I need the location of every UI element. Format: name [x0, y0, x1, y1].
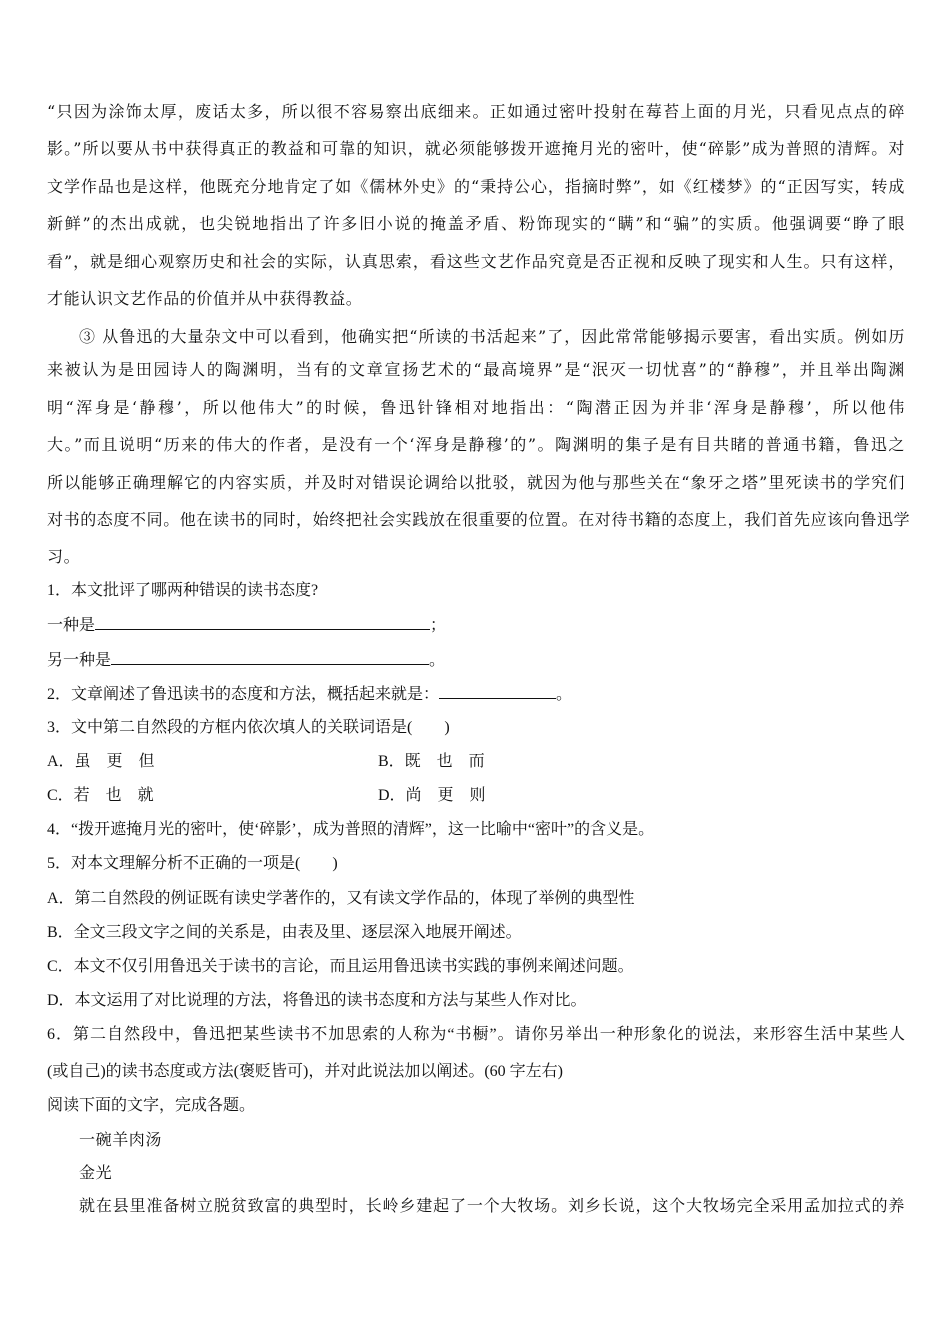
- question-6-continued: (或自己)的读书态度或方法(褒贬皆可)，并对此说法加以阐述。(60 字左右): [47, 1063, 563, 1080]
- question-3: 3．文中第二自然段的方框内依次填人的关联词语是( ): [47, 719, 450, 736]
- question-5: 5．对本文理解分析不正确的一项是( ): [47, 855, 338, 872]
- story-first-line: 就在县里准备树立脱贫致富的典型时，长岭乡建起了一个大牧场。刘乡长说，这个大牧场完全采用孟加拉式的养: [79, 1196, 905, 1215]
- text-line: 看”，就是细心观察历史和社会的实际，认真思索，看这些文艺作品究竟是否正视和反映了现实和人生。只有这样，: [47, 252, 905, 271]
- question-text: 2．文章阐述了鲁迅读书的态度和方法，概括起来就是：: [47, 686, 440, 703]
- question-5-option-a[interactable]: A．第二自然段的例证既有读史学著作的，又有读文学作品的，体现了举例的典型性: [47, 890, 635, 907]
- question-1-answer-b: [47, 650, 445, 671]
- answer-end: 。: [429, 652, 446, 669]
- question-3-option-d[interactable]: D．尚 更 则: [378, 787, 486, 804]
- text-line: ③ 从鲁迅的大量杂文中可以看到，他确实把“所读的书活起来”了，因此常常能够揭示要害，看出实质。例如历: [79, 327, 905, 346]
- text-line: 明“浑身是‘静穆’，所以他伟大”的时候，鲁迅针锋相对地指出：“陶潜正因为并非‘浑身是静穆’，所以他伟: [47, 398, 905, 417]
- text-line: 大。”而且说明“历来的伟大的作者，是没有一个‘浑身是静穆’的”。陶渊明的集子是有目共睹的普通书籍，鲁迅之: [47, 435, 905, 454]
- text-line: 来被认为是田园诗人的陶渊明，当有的文章宣扬艺术的“最高境界”是“泯灭一切忧喜”的“静穆”，并且举出陶渊: [47, 360, 905, 379]
- question-1-answer-a: [47, 615, 446, 636]
- question-3-option-c[interactable]: C．若 也 就: [47, 787, 154, 804]
- text-line: 新鲜”的杰出成就，也尖锐地指出了许多旧小说的掩盖矛盾、粉饰现实的“瞒”和“骗”的实质。他强调要“睁了眼: [47, 214, 905, 233]
- question-5-option-d[interactable]: D．本文运用了对比说理的方法，将鲁迅的读书态度和方法与某些人作对比。: [47, 992, 587, 1009]
- text-line: 文学作品也是这样，他既充分地肯定了如《儒林外史》的“秉持公心，指摘时弊”，如《红楼梦》的“正因写实，转成: [47, 177, 905, 196]
- story-title: 一碗羊肉汤: [79, 1130, 163, 1149]
- text-line: “只因为涂饰太厚，废话太多，所以很不容易察出底细来。正如通过密叶投射在莓苔上面的月光，只看见点点的碎: [47, 102, 905, 121]
- reading-instruction: 阅读下面的文字，完成各题。: [47, 1097, 256, 1114]
- answer-label: 一种是: [47, 617, 96, 634]
- question-3-option-a[interactable]: A．虽 更 但: [47, 753, 155, 770]
- answer-blank[interactable]: [95, 615, 430, 630]
- text-line: 所以能够正确理解它的内容实质，并及时对错误论调给以批驳，就因为他与那些关在“象牙之塔”里死读书的学究们: [47, 473, 905, 492]
- question-3-option-b[interactable]: B．既 也 而: [378, 753, 485, 770]
- question-5-option-c[interactable]: C．本文不仅引用鲁迅关于读书的言论，而且运用鲁迅读书实践的事例来阐述问题。: [47, 958, 634, 975]
- text-line: 影。”所以要从书中获得真正的教益和可靠的知识，就必须能够拨开遮掩月光的密叶，使“碎影”成为普照的清辉。对: [47, 139, 905, 158]
- question-6: 6．第二自然段中，鲁迅把某些读书不加思索的人称为“书橱”。请你另举出一种形象化的说法，来形容生活中某些人: [47, 1026, 905, 1043]
- question-2: [47, 684, 572, 705]
- answer-end: ；: [430, 617, 447, 634]
- text-line: 才能认识文艺作品的价值并从中获得教益。: [47, 289, 363, 308]
- answer-label: 另一种是: [47, 652, 112, 669]
- answer-blank[interactable]: [111, 650, 429, 665]
- question-1: 1．本文批评了哪两种错误的读书态度?: [47, 582, 319, 599]
- question-4: 4．“拨开遮掩月光的密叶，使‘碎影’，成为普照的清辉”，这一比喻中“密叶”的含义是。: [47, 821, 655, 838]
- answer-end: 。: [556, 686, 573, 703]
- question-5-option-b[interactable]: B．全文三段文字之间的关系是，由表及里、逐层深入地展开阐述。: [47, 924, 522, 941]
- answer-blank[interactable]: [439, 684, 556, 699]
- story-author: 金光: [79, 1163, 113, 1182]
- text-line: 习。: [47, 547, 81, 566]
- text-line: 对书的态度不同。他在读书的同时，始终把社会实践放在很重要的位置。在对待书籍的态度上，我们首先应该向鲁迅学: [47, 510, 911, 529]
